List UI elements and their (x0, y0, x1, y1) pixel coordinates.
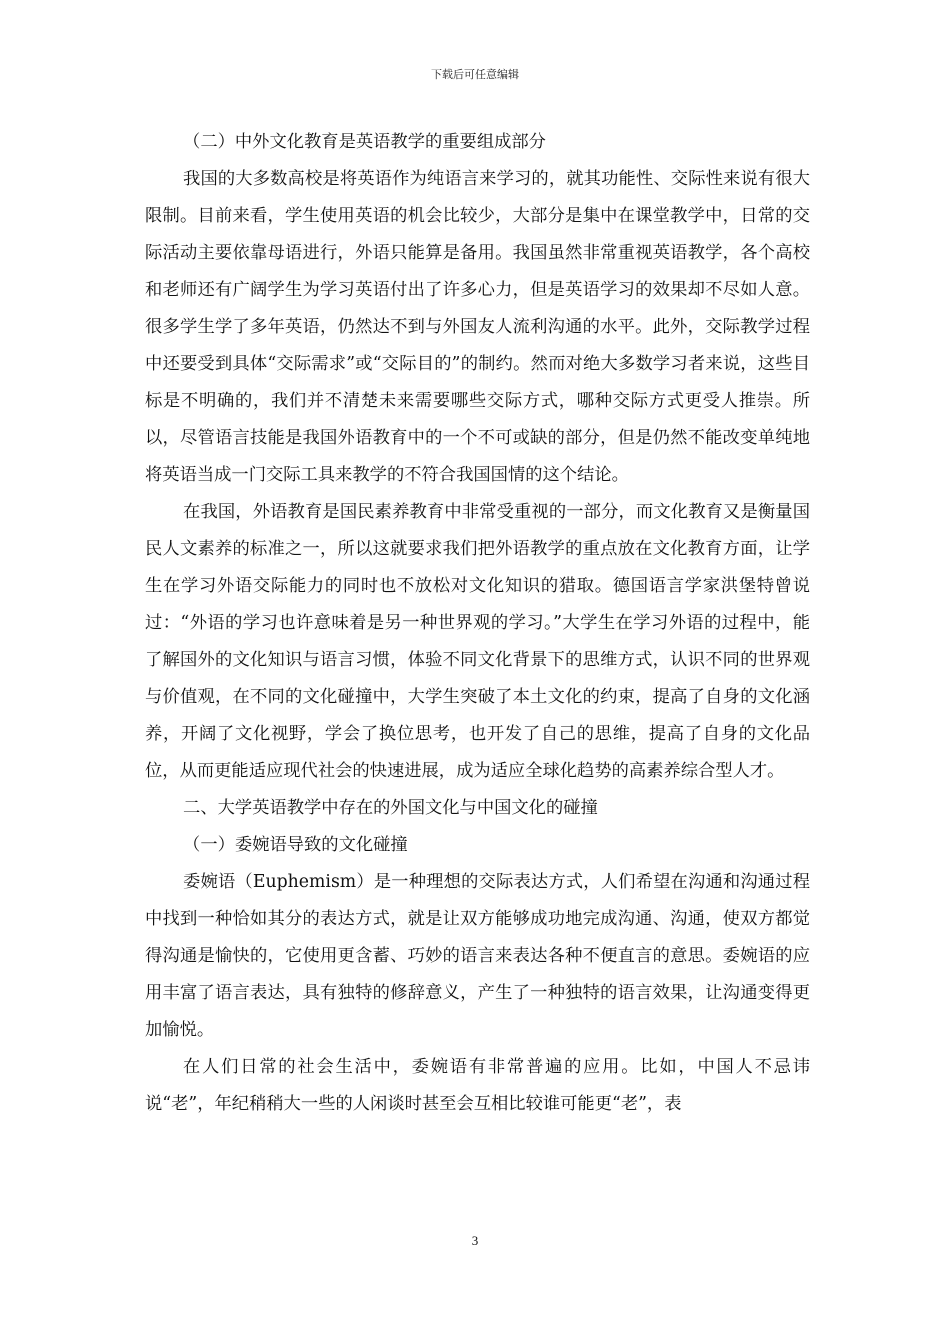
section-heading: 二、大学英语教学中存在的外国文化与中国文化的碰撞 (183, 798, 598, 818)
paragraph: 我国的大多数高校是将英语作为纯语言来学习的，就其功能性、交际性来说有很大限制。目前来看，学生使用英语的机会比较少，大部分是集中在课堂教学中，日常的交际活动主要依靠母语进行，外语只能算是备用。我国虽然非常重视英语教学，各个高校和老师还有广阔学生为学习英语付出了许多心力，但是英语学习的效果却不尽如人意。很多学生学了多年英语，仍然达不到与外国友人流利沟通的水平。此外，交际教学过程中还要受到具体“交际需求”或“交际目的”的制约。然而对绝大多数学习者来说，这些目标是不明确的，我们并不清楚未来需要哪些交际方式，哪种交际方式更受人推崇。所以，尽管语言技能是我国外语教育中的一个不可或缺的部分，但是仍然不能改变单纯地将英语当成一门交际工具来教学的不符合我国国情的这个结论。 (145, 169, 810, 485)
page-number: 3 (471, 1233, 479, 1248)
section-heading: （二）中外文化教育是英语教学的重要组成部分 (183, 132, 546, 152)
paragraph: 在我国，外语教育是国民素养教育中非常受重视的一部分，而文化教育又是衡量国民人文素养的标准之一，所以这就要求我们把外语教学的重点放在文化教育方面，让学生在学习外语交际能力的同时也不放松对文化知识的猎取。德国语言学家洪堡特曾说过：“外语的学习也许意味着是另一种世界观的学习。”大学生在学习外语的过程中，能了解国外的文化知识与语言习惯，体验不同文化背景下的思维方式，认识不同的世界观与价值观，在不同的文化碰撞中，大学生突破了本土文化的约束，提高了自身的文化涵养，开阔了文化视野，学会了换位思考，也开发了自己的思维，提高了自身的文化品位，从而更能适应现代社会的快速进展，成为适应全球化趋势的高素养综合型人才。 (145, 502, 810, 781)
paragraph: 委婉语（Euphemism）是一种理想的交际表达方式，人们希望在沟通和沟通过程中找到一种恰如其分的表达方式，就是让双方能够成功地完成沟通、沟通，使双方都觉得沟通是愉快的，它使用更含蓄、巧妙的语言来表达各种不便直言的意思。委婉语的应用丰富了语言表达，具有独特的修辞意义，产生了一种独特的语言效果，让沟通变得更加愉悦。 (145, 872, 810, 1040)
paragraph: 在人们日常的社会生活中，委婉语有非常普遍的应用。比如，中国人不忌讳说“老”，年纪稍稍大一些的人闲谈时甚至会互相比较谁可能更“老”，表 (145, 1057, 810, 1114)
subsection-heading: （一）委婉语导致的文化碰撞 (183, 835, 408, 855)
page-header-note: 下载后可任意编辑 (431, 68, 519, 81)
document-body (145, 124, 810, 1123)
